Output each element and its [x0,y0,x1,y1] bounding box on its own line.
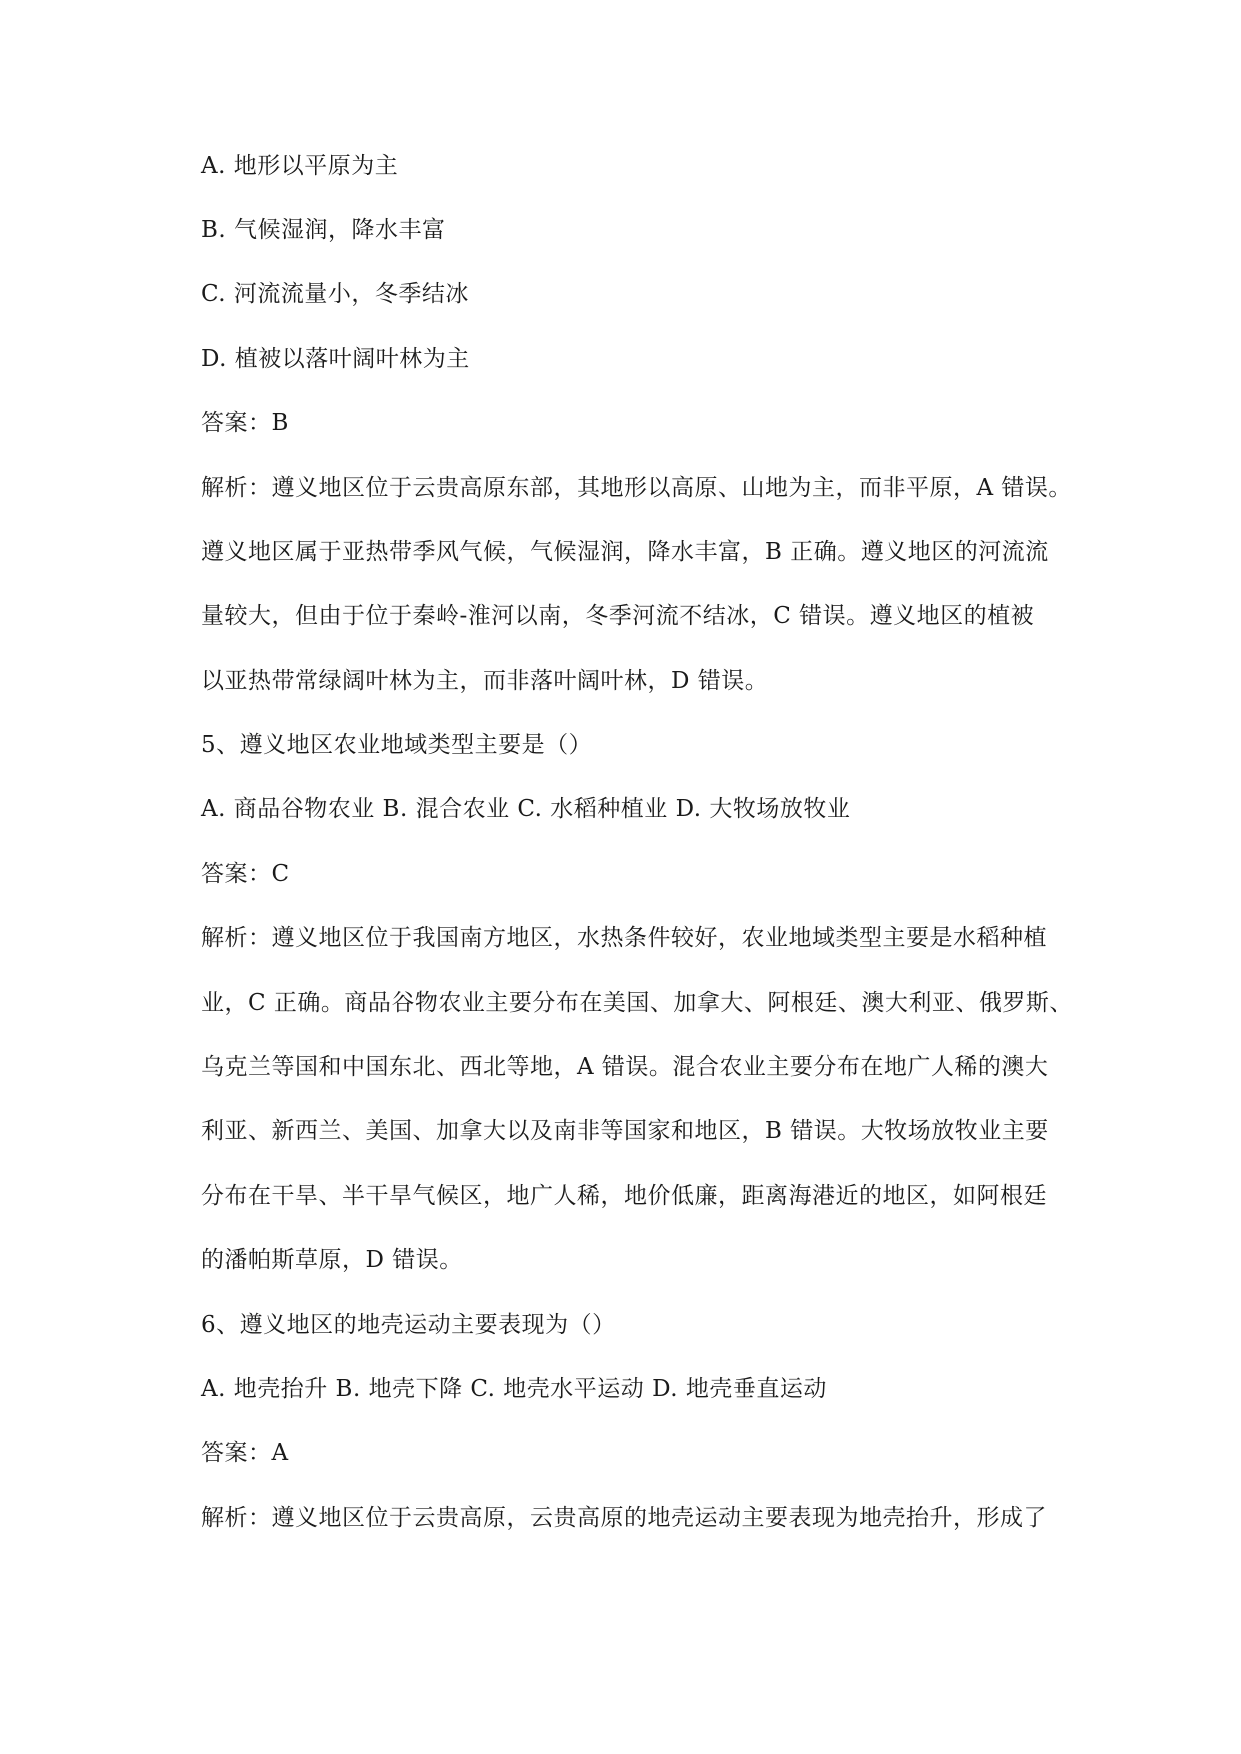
q6-answer: 答案：A [201,1440,289,1466]
q4-analysis-line: 以亚热带常绿阔叶林为主，而非落叶阔叶林，D 错误。 [201,668,769,694]
q4-option-d: D. 植被以落叶阔叶林为主 [201,346,470,372]
q5-analysis-line: 解析：遵义地区位于我国南方地区，水热条件较好，农业地域类型主要是水稻种植 [201,925,1047,951]
q5-analysis-line: 的潘帕斯草原，D 错误。 [201,1247,463,1273]
q4-analysis-line: 量较大，但由于位于秦岭-淮河以南，冬季河流不结冰，C 错误。遵义地区的植被 [201,603,1035,629]
q4-option-a: A. 地形以平原为主 [201,153,399,179]
q6-question: 6、遵义地区的地壳运动主要表现为（） [201,1312,616,1338]
q4-option-b: B. 气候湿润，降水丰富 [201,217,446,243]
q5-analysis-line: 分布在干旱、半干旱气候区，地广人稀，地价低廉，距离海港近的地区，如阿根廷 [201,1183,1047,1209]
q4-answer: 答案：B [201,410,289,436]
q4-analysis-line: 解析：遵义地区位于云贵高原东部，其地形以高原、山地为主，而非平原，A 错误。 [201,475,1072,501]
q5-options: A. 商品谷物农业 B. 混合农业 C. 水稻种植业 D. 大牧场放牧业 [201,796,851,822]
q6-options: A. 地壳抬升 B. 地壳下降 C. 地壳水平运动 D. 地壳垂直运动 [201,1376,827,1402]
q4-analysis-line: 遵义地区属于亚热带季风气候，气候湿润，降水丰富，B 正确。遵义地区的河流流 [201,539,1049,565]
q6-analysis-line: 解析：遵义地区位于云贵高原，云贵高原的地壳运动主要表现为地壳抬升，形成了 [201,1505,1047,1531]
q5-analysis-line: 利亚、新西兰、美国、加拿大以及南非等国家和地区，B 错误。大牧场放牧业主要 [201,1118,1049,1144]
q5-analysis-line: 业，C 正确。商品谷物农业主要分布在美国、加拿大、阿根廷、澳大利亚、俄罗斯、 [201,990,1073,1016]
q5-analysis-line: 乌克兰等国和中国东北、西北等地，A 错误。混合农业主要分布在地广人稀的澳大 [201,1054,1049,1080]
q5-answer: 答案：C [201,861,290,887]
q4-option-c: C. 河流流量小，冬季结冰 [201,281,469,307]
q5-question: 5、遵义地区农业地域类型主要是（） [201,732,593,758]
